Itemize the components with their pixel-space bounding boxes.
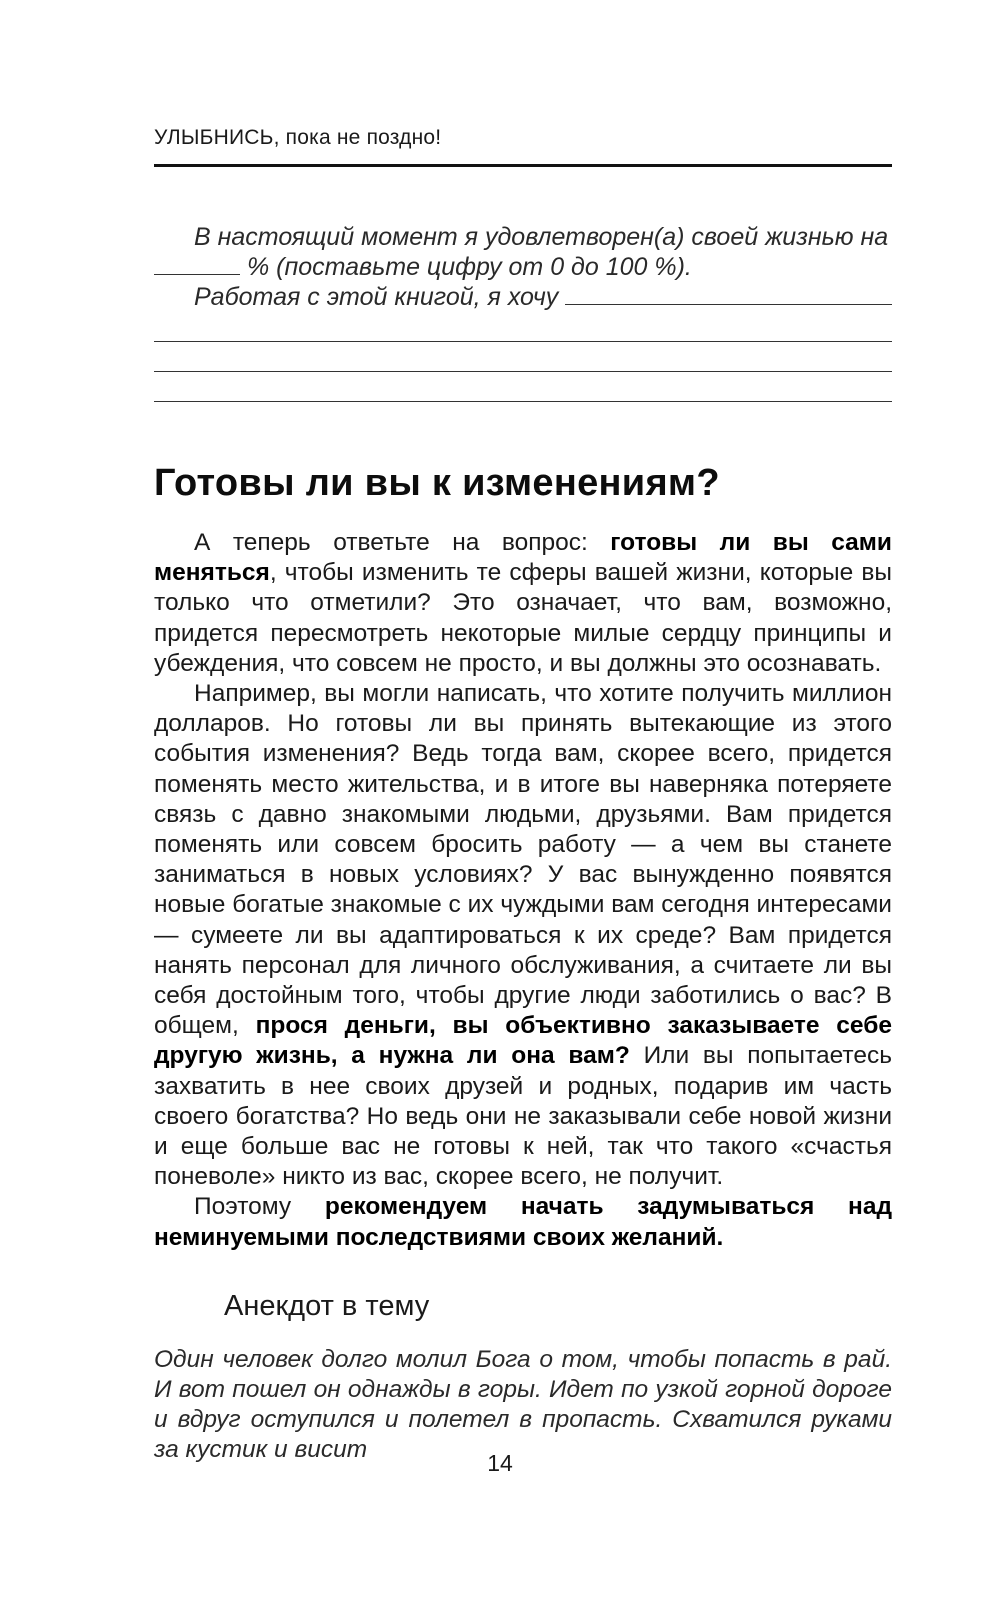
paragraph-emphasis: прося деньги, вы объективно заказываете себе другую жизнь, а нужна ли она вам? [154, 1012, 892, 1070]
paragraph [154, 679, 892, 1192]
wish-blank-line [154, 312, 892, 342]
running-head-title: УЛЫБНИСЬ, пока не поздно! [154, 126, 442, 149]
paragraph-text: А теперь ответьте на вопрос: [194, 529, 611, 556]
exercise-line-1: В настоящий момент я удовлетворен(а) своей жизнью на [194, 223, 889, 251]
exercise-line-2 [154, 252, 892, 282]
exercise-line-3-text: Работая с этой книгой, я хочу [194, 283, 566, 311]
wish-blank-line [154, 372, 892, 402]
paragraph [154, 1192, 892, 1252]
paragraph-text: Или вы попытаетесь захватить в нее своих друзей и родных, подарив им часть своего богатства? Но ведь они не заказывали себе новой жизни и еще больше вас не готовы к ней, так что такого «счастья поневоле» никто из вас, скорее всего, не получит. [154, 1042, 892, 1191]
percent-blank [154, 252, 240, 275]
header-rule [154, 164, 892, 167]
anecdote-text: Один человек долго молил Бога о том, чтобы попасть в рай. И вот пошел он однажды в горы. Идет по узкой горной дороге и вдруг оступился и полетел в пропасть. Схватился руками за кустик и висит [154, 1346, 892, 1463]
paragraph [154, 528, 892, 679]
paragraph-emphasis: рекомендуем начать задумываться над неминуемыми последствиями своих желаний. [154, 1193, 893, 1251]
wish-blank-line [154, 342, 892, 372]
paragraph-emphasis: готовы ли вы сами меняться [154, 529, 892, 587]
section-body [154, 528, 892, 1253]
page-number: 14 [487, 1450, 513, 1476]
section-title: Готовы ли вы к изменениям? [154, 462, 720, 504]
anecdote-title: Анекдот в тему [224, 1290, 430, 1322]
paragraph-text: Например, вы могли написать, что хотите получить миллион долларов. Но готовы ли вы принять вытекающие из этого события изменения? Ведь тогда вам, скорее всего, придется поменять место жительства, и в итоге вы наверняка потеряете связь с давно знакомыми людьми, друзьями. Вам придется поменять или совсем бросить работу — а чем вы станете заниматься в новых условиях? У вас вынужденно появятся новые богатые знакомые с их чуждыми вам сегодня интересами — сумеете ли вы адаптироваться к их среде? Вам придется нанять персонал для личного обслуживания, а считаете ли вы себя достойным того, чтобы другие люди заботились о вас? В общем, [154, 680, 892, 1040]
exercise-line-3 [154, 282, 892, 312]
exercise-line-2-text: % (поставьте цифру от 0 до 100 %). [240, 253, 692, 281]
paragraph-text: Поэтому [194, 1193, 325, 1221]
paragraph-text: , чтобы изменить те сферы вашей жизни, которые вы только что отметили? Это означает, что вам, возможно, придется пересмотреть некоторые милые сердцу принципы и убеждения, что совсем не просто, и вы должны это осознавать. [154, 559, 892, 677]
wish-blank [565, 282, 892, 305]
self-assessment-exercise [154, 222, 892, 402]
